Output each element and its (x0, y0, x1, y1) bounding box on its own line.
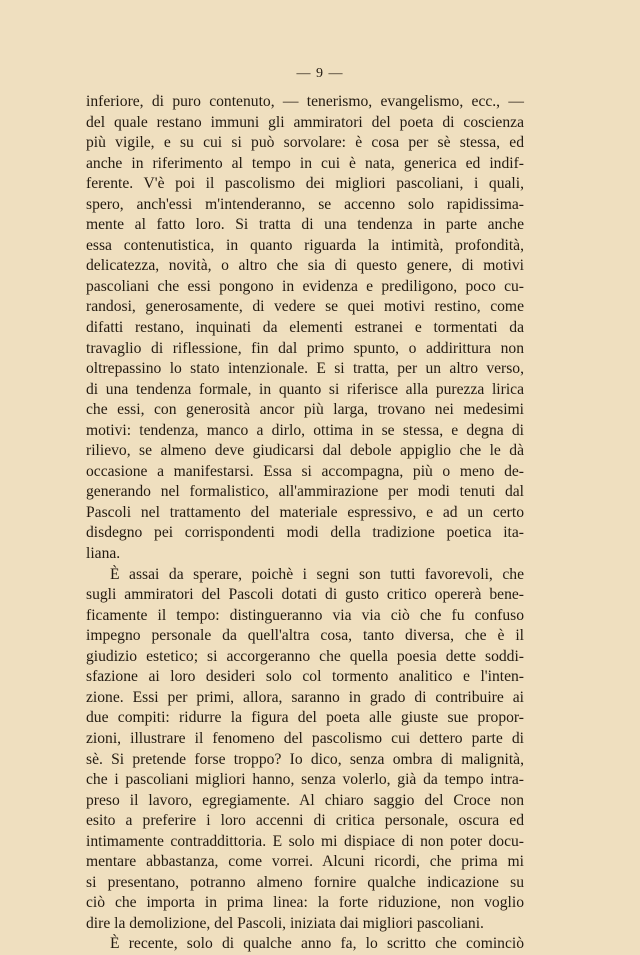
text-line: preso il lavoro, egregiamente. Al chiaro saggio del Croce non (86, 791, 524, 809)
text-line: Pascoli nel trattamento del materiale espressivo, e ad un certo (86, 503, 524, 521)
text-line: randosi, generosamente, di vedere se quei motivi restino, come (86, 298, 524, 316)
text-line: disdegno pei corrispondenti modi della tradizione poetica ita- (86, 524, 524, 542)
text-line: inferiore, di puro contenuto, — tenerismo, evangelismo, ecc., — (86, 93, 524, 110)
text-line: anche in riferimento al tempo in cui è nata, generica ed indif- (86, 154, 524, 172)
text-line: sugli ammiratori del Pascoli dotati di gusto critico opererà bene- (86, 586, 524, 604)
text-line: impegno personale da quell'altra cosa, tanto diversa, che è il (86, 627, 524, 645)
text-line: oltrepassino lo stato intenzionale. E si tratta, per un altro verso, (86, 360, 524, 378)
text-line: ferente. V'è poi il pascolismo dei migliori pascoliani, i quali, (86, 175, 524, 193)
text-line: delicatezza, novità, o altro che sia di questo genere, di motivi (86, 257, 524, 275)
text-line: mente al fatto loro. Si tratta di una tendenza in parte anche (86, 216, 524, 234)
text-line: essa contenutistica, in quanto riguarda la intimità, profondità, (86, 236, 524, 254)
text-line: sè. Si pretende forse troppo? Io dico, senza ombra di malignità, (86, 750, 524, 768)
text-line: mentare abbastanza, come vorrei. Alcuni ricordi, che prima mi (86, 853, 524, 871)
text-line: liana. (86, 545, 121, 563)
text-line: due compiti: ridurre la figura del poeta alle giuste sue propor- (86, 709, 524, 727)
text-line: È assai da sperare, poichè i segni son tutti favorevoli, che (110, 565, 524, 583)
text-line: intimamente contraddittoria. E solo mi dispiace di non poter docu- (86, 832, 524, 850)
text-line: che i pascoliani migliori hanno, senza volerlo, già da tempo intra- (86, 771, 524, 789)
text-line: ficamente il tempo: distingueranno via via ciò che fu confuso (86, 606, 524, 624)
text-line: pascoliani che essi pongono in evidenza e prediligono, poco cu- (86, 277, 524, 295)
text-line: occasione a manifestarsi. Essa si accompagna, più o meno de- (86, 462, 524, 480)
text-line: È recente, solo di qualche anno fa, lo scritto che cominciò (110, 935, 524, 953)
text-line: rilievo, se almeno deve giudicarsi dal debole appiglio che le dà (86, 442, 524, 460)
text-line: che essi, con generosità ancor più larga, trovano nei medesimi (86, 401, 524, 419)
text-line: giudizio estetico; si accorgeranno che quella poesia dette soddi- (86, 647, 524, 665)
text-line: di una tendenza formale, in quanto si riferisce alla purezza lirica (86, 380, 524, 398)
text-line: spero, anch'essi m'intenderanno, se accenno solo rapidissima- (86, 195, 524, 213)
text-line: generando nel formalistico, all'ammirazione per modi tenuti dal (86, 483, 524, 501)
text-line: si presentano, potranno almeno fornire qualche indicazione su (86, 873, 524, 891)
page-number: — 9 — (296, 66, 344, 81)
body-text (86, 92, 524, 955)
text-line: dire la demolizione, del Pascoli, iniziata dai migliori pascoliani. (86, 914, 484, 932)
text-line: del quale restano immuni gli ammiratori del poeta di coscienza (86, 113, 524, 131)
text-line: più vigile, e su cui si può sorvolare: è cosa per sè stessa, ed (86, 134, 524, 152)
text-line: difatti restano, inquinati da elementi estranei e tormentati da (86, 319, 524, 337)
text-line: zioni, illustrare il fenomeno del pascolismo cui dettero parte di (86, 729, 524, 747)
text-line: sfazione ai loro desideri solo col tormento analitico e l'inten- (86, 668, 524, 686)
text-line: travaglio di riflessione, fin dal primo spunto, o addirittura non (86, 339, 524, 357)
text-line: esito a preferire i loro accenni di critica personale, oscura ed (86, 812, 524, 830)
text-line: zione. Essi per primi, allora, saranno in grado di contribuire ai (86, 688, 524, 706)
text-line: motivi: tendenza, manco a dirlo, ottima in se stessa, e degna di (86, 421, 524, 439)
text-line: ciò che importa in prima linea: la forte riduzione, non voglio (86, 894, 524, 912)
